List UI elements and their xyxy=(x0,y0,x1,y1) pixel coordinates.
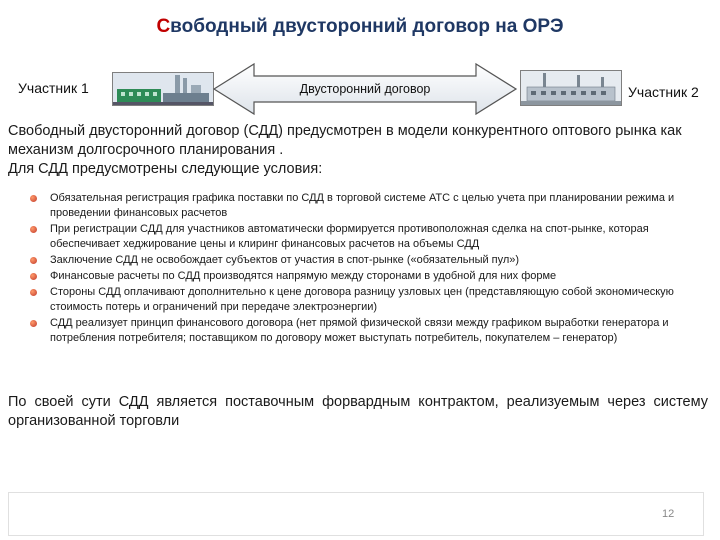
list-item: СДД реализует принцип финансового договора (нет прямой физической связи между графиком выработки генератора и потребления потребителя; поставщиком по договору может выступать потребитель, покупателем – генератор) xyxy=(30,316,710,346)
list-item: При регистрации СДД для участников автоматически формируется противоположная сделка на спот-рынке, которая обеспечивает хеджирование цены и клиринг финансовых расчетов на объемы СДД xyxy=(30,222,710,252)
list-item: Обязательная регистрация графика поставки по СДД в торговой системе АТС с целью учета при планировании режима и проведении финансовых расчетов xyxy=(30,191,710,221)
page-number: 12 xyxy=(662,508,675,520)
intro-text xyxy=(8,122,708,179)
bullet-icon xyxy=(30,273,37,280)
bullet-icon xyxy=(30,257,37,264)
intro-paragraph: Свободный двусторонний договор (СДД) предусмотрен в модели конкурентного оптового рынка как механизм долгосрочного планирования . xyxy=(8,123,682,158)
title-rest: вободный двусторонний договор на ОРЭ xyxy=(170,16,564,37)
conclusion-text: По своей сути СДД является поставочным форвардным контрактом, реализуемым через систему организованной торговли xyxy=(8,394,708,429)
list-item: Стороны СДД оплачивают дополнительно к цене договора разницу узловых цен (представляющую собой экономическую стоимость потерь и ограничений при передаче электроэнергии) xyxy=(30,285,710,315)
participant-2-label: Участник 2 xyxy=(628,84,699,100)
power-plant-image xyxy=(112,72,214,106)
arrow-label: Двусторонний договор xyxy=(299,82,431,96)
bullet-icon xyxy=(30,195,37,202)
bullet-icon xyxy=(30,226,37,233)
list-item: Финансовые расчеты по СДД производятся напрямую между сторонами в удобной для них форме xyxy=(30,269,710,284)
footer-area xyxy=(8,492,704,536)
title-first-letter: С xyxy=(156,16,171,37)
conditions-heading: Для СДД предусмотрены следующие условия: xyxy=(8,161,323,177)
bullet-icon xyxy=(30,289,37,296)
conditions-list xyxy=(30,191,710,347)
participant-1-label: Участник 1 xyxy=(18,80,89,96)
bullet-icon xyxy=(30,320,37,327)
factory-image xyxy=(520,70,622,106)
page-title xyxy=(0,16,720,38)
power-plant-icon xyxy=(113,73,213,105)
list-item: Заключение СДД не освобождает субъектов от участия в спот-рынке («обязательный пул») xyxy=(30,253,710,268)
factory-icon xyxy=(521,71,621,105)
